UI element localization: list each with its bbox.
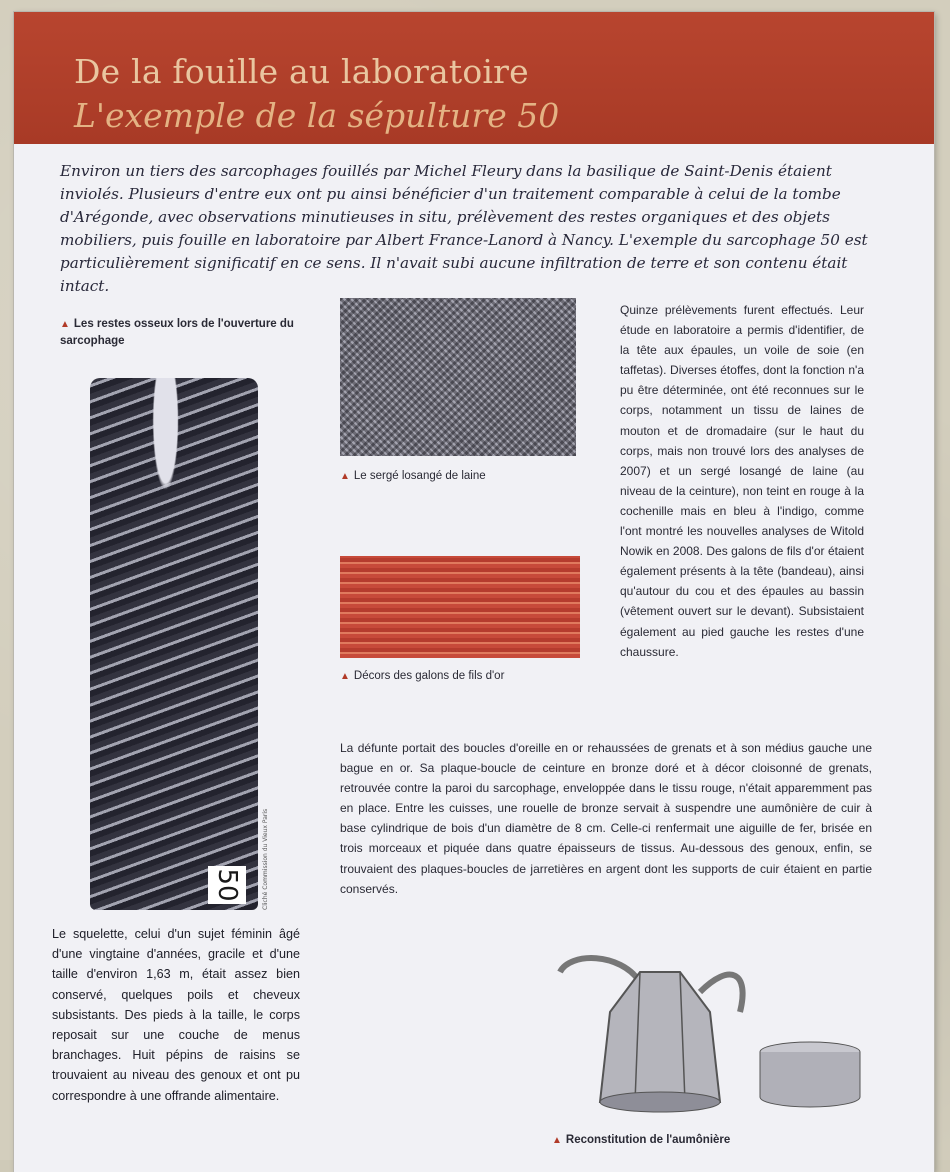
analysis-text: Quinze prélèvements furent effectués. Leur étude en laboratoire a permis d'identifier, de la tête aux épaules, un voile de soie (en taffetas). Diverses étoffes, dont la fonction n'a pu être déterminée, ont été reconnues sur le corps, notamment un tissu de laines de mouton et de dromadaire (sur le haut du corps, mais non trouvé lors des analyses de 2007) et un sergé losangé de laine (au niveau de la ceinture), non teint en rouge à la cochenille mais en bleu à l'indigo, comme l'ont montré les nouvelles analyses de Witold Nowik en 2008. Des galons de fils d'or étaient également présents à la tête (bandeau), ainsi qu'autour du cou et des épaules au bassin (vêtement ouvert sur le devant). Subsistaient également au pied gauche les restes d'une chaussure. — [620, 303, 864, 659]
triangle-icon: ▲ — [552, 1135, 562, 1146]
caption-serge — [340, 468, 580, 485]
intro-paragraph: Environ un tiers des sarcophages fouillés par Michel Fleury dans la basilique de Saint-Denis étaient inviolés. Plusieurs d'entre eux ont pu ainsi bénéficier d'un traitement comparable à celui de la tombe d'Arégonde, avec observations minutieuses in situ, prélèvement des restes organiques et des objets mobiliers, puis fouille en laboratoire par Albert France-Lanord à Nancy. L'exemple du sarcophage 50 est particulièrement significatif en ce sens. Il n'avait subi aucune infiltration de terre et son contenu était intact. — [60, 162, 868, 295]
panel-subtitle: L'exemple de la sépulture 50 — [74, 96, 560, 135]
skeleton-photo — [90, 378, 258, 910]
aumoniere-drawing — [540, 952, 880, 1122]
objects-text: La défunte portait des boucles d'oreille en or rehaussées de grenats et à son médius gauche une bague en or. Sa plaque-boucle de ceinture en bronze doré et à décor cloisonné de grenats, retrouvée contre la paroi du sarcophage, enveloppée dans le tissu rouge, n'était apparemment pas en place. Entre les cuisses, une rouelle de bronze servait à suspendre une aumônière de cuir à base cylindrique de bois d'un diamètre de 8 cm. Celle-ci renfermait une aiguille de fer, brisée en trois morceaux et piquée dans quatre épaisseurs de tissus. Au-dessous des genoux, enfin, se trouvaient des plaques-boucles de jarretières en argent dont les supports de cuir étaient en partie conservés. — [340, 741, 872, 896]
panel-header — [14, 12, 934, 144]
caption-bones-text: Les restes osseux lors de l'ouverture du sarcophage — [60, 318, 294, 347]
serge-fabric-photo — [340, 298, 576, 456]
caption-galons — [340, 668, 580, 685]
caption-galons-text: Décors des galons de fils d'or — [353, 670, 505, 682]
skeleton-description: Le squelette, celui d'un sujet féminin âgé d'une vingtaine d'années, gracile et d'une taille d'environ 1,63 m, était assez bien conservé, quelques poils et cheveux subsistants. Des pieds à la taille, le corps reposait sur une couche de menus branchages. Huit pépins de raisins se trouvaient au niveau des genoux et ont pu correspondre à une offrande alimentaire. — [52, 927, 300, 1103]
triangle-icon: ▲ — [60, 319, 70, 330]
caption-bones — [60, 316, 310, 349]
caption-serge-text: Le sergé losangé de laine — [353, 470, 486, 482]
gold-braid-photo — [340, 556, 580, 658]
caption-aumoniere — [552, 1132, 812, 1149]
panel-title: De la fouille au laboratoire — [74, 52, 529, 91]
caption-aumoniere-text: Reconstitution de l'aumônière — [565, 1134, 731, 1146]
triangle-icon: ▲ — [340, 471, 350, 482]
photo-credit: Cliché Commission du Vieux Paris — [262, 808, 269, 910]
triangle-icon: ▲ — [340, 671, 350, 682]
sarcophagus-number-tag: 50 — [208, 866, 246, 904]
